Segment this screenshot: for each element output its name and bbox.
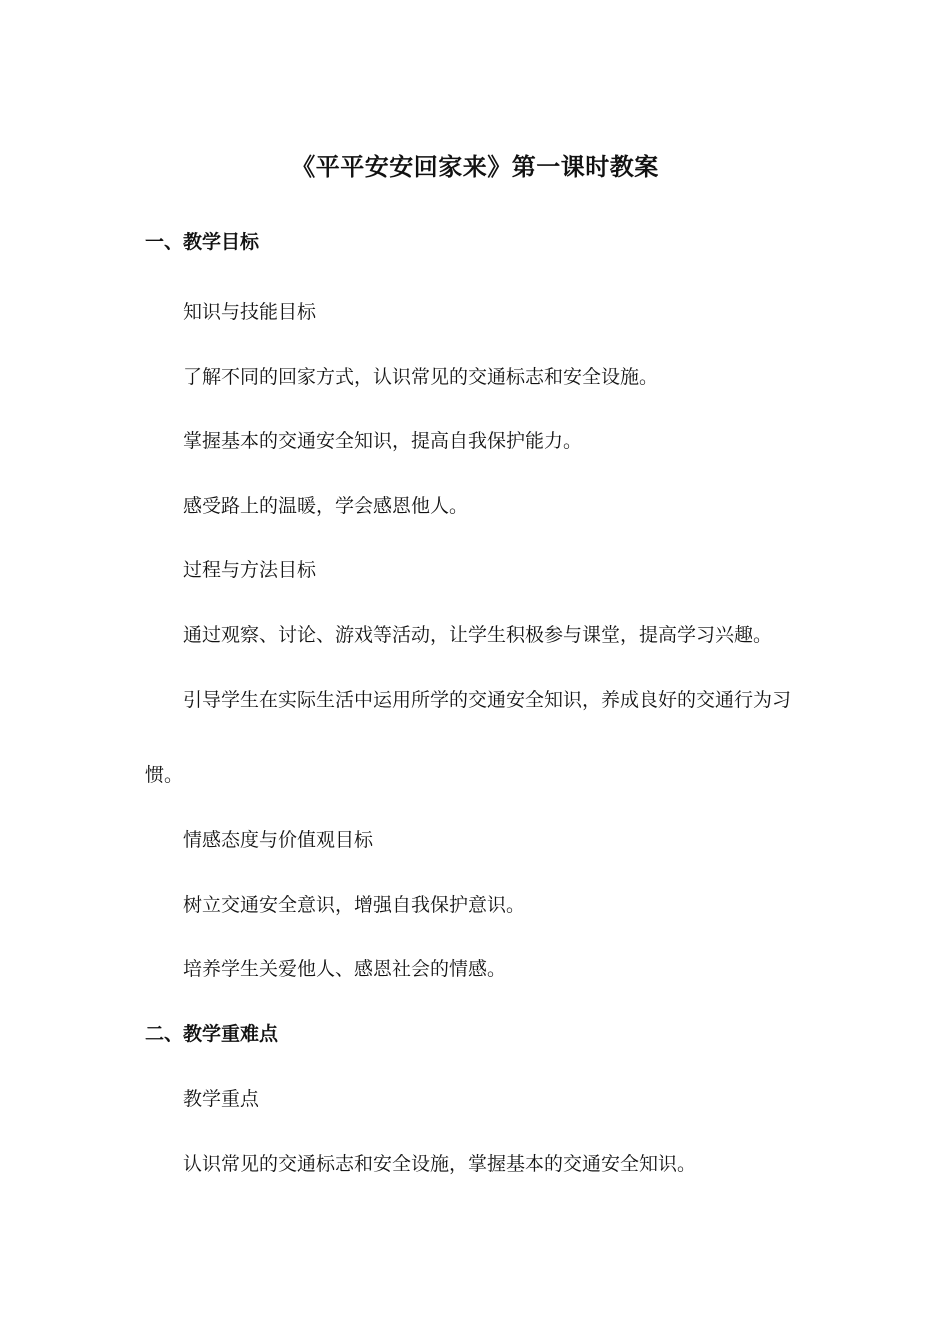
section-heading-key-points: 二、教学重难点	[145, 1023, 279, 1045]
document-title: 《平平安安回家来》第一课时教案	[291, 153, 659, 181]
paragraph: 掌握基本的交通安全知识，提高自我保护能力。	[183, 430, 583, 452]
subheading-emotion-values: 情感态度与价值观目标	[183, 829, 374, 851]
section-heading-objectives: 一、教学目标	[145, 231, 260, 253]
paragraph: 引导学生在实际生活中运用所学的交通安全知识，养成良好的交通行为习	[183, 689, 792, 711]
paragraph: 了解不同的回家方式，认识常见的交通标志和安全设施。	[183, 366, 659, 388]
paragraph: 培养学生关爱他人、感恩社会的情感。	[183, 958, 507, 980]
paragraph: 通过观察、讨论、游戏等活动，让学生积极参与课堂，提高学习兴趣。	[183, 624, 773, 646]
paragraph-continuation: 惯。	[145, 764, 184, 786]
subheading-process-methods: 过程与方法目标	[183, 559, 317, 581]
paragraph: 感受路上的温暖，学会感恩他人。	[183, 495, 469, 517]
subheading-knowledge-skills: 知识与技能目标	[183, 301, 317, 323]
paragraph: 树立交通安全意识，增强自我保护意识。	[183, 894, 526, 916]
subheading-teaching-focus: 教学重点	[183, 1088, 260, 1110]
paragraph: 认识常见的交通标志和安全设施，掌握基本的交通安全知识。	[183, 1153, 697, 1175]
